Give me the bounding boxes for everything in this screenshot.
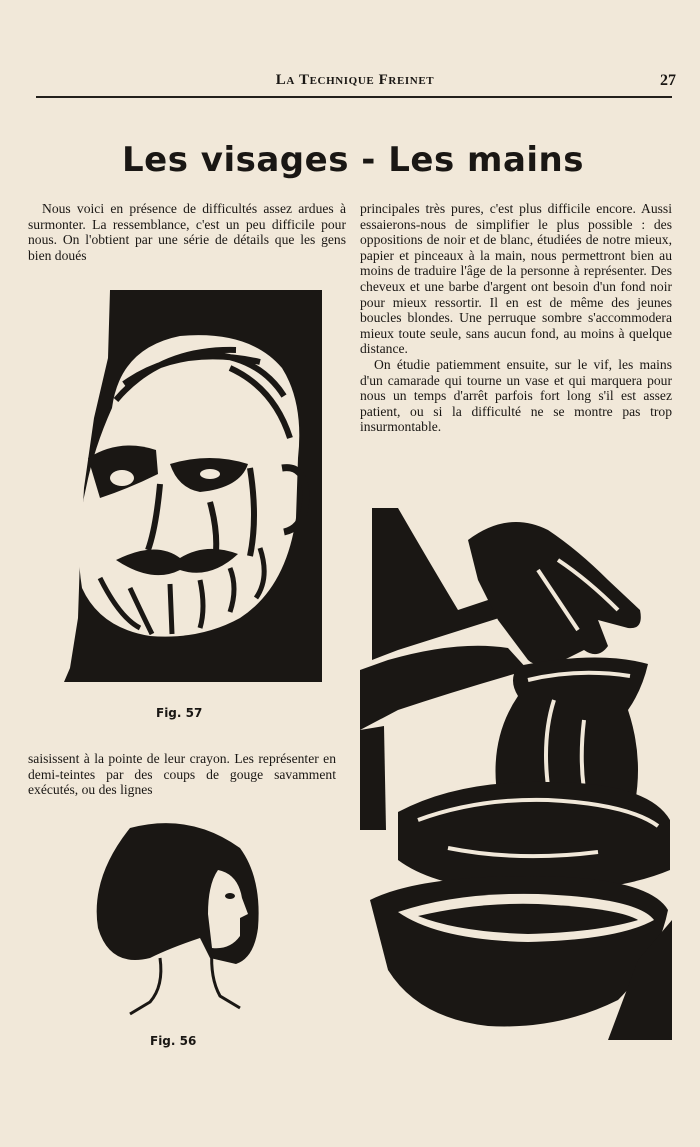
figure-potter-hands <box>358 500 672 1040</box>
figure-child-profile <box>90 818 262 1018</box>
left-column-bottom <box>28 751 336 798</box>
figure-caption-57: Fig. 57 <box>156 706 203 720</box>
figure-portrait-linocut <box>60 288 322 684</box>
header-rule <box>36 96 672 98</box>
running-header-title: La Technique Freinet <box>275 72 435 88</box>
paragraph: principales très pures, c'est plus difficile encore. Aussi essaierons-nous de simplifier le plus possible : des oppositions de noir et de blanc, étudiées de notre mieux, papier et pinceaux à la main, nous permettront bien au moins de traduire l'âge de la personne à représenter. Des cheveux et une barbe d'argent ont besoin d'un fond noir pour mieux ressortir. Il en est de même des jeunes boucles blondes. Une perruque sombre s'accommodera mieux toute seule, sans aucun fond, au moins à quelque distance. <box>360 201 672 357</box>
paragraph: Nous voici en présence de difficultés assez ardues à surmonter. La ressemblance, c'est un peu difficile pour nous. On l'obtient par une série de détails que les gens bien doués <box>28 201 346 263</box>
figure-caption-56: Fig. 56 <box>150 1034 197 1048</box>
article-title: Les visages - Les mains <box>122 140 584 180</box>
left-column-top <box>28 201 346 263</box>
page-number: 27 <box>660 72 676 89</box>
paragraph: saisissent à la pointe de leur crayon. Les représenter en demi-teintes par des coups de gouge savamment exécutés, ou des lignes <box>28 751 336 798</box>
right-column <box>360 201 672 435</box>
paragraph: On étudie patiemment ensuite, sur le vif, les mains d'un camarade qui tourne un vase et qui marquera pour nous un temps d'arrêt parfois fort long s'il est assez patient, ou si la difficulté ne se montre pas trop insurmontable. <box>360 356 672 435</box>
